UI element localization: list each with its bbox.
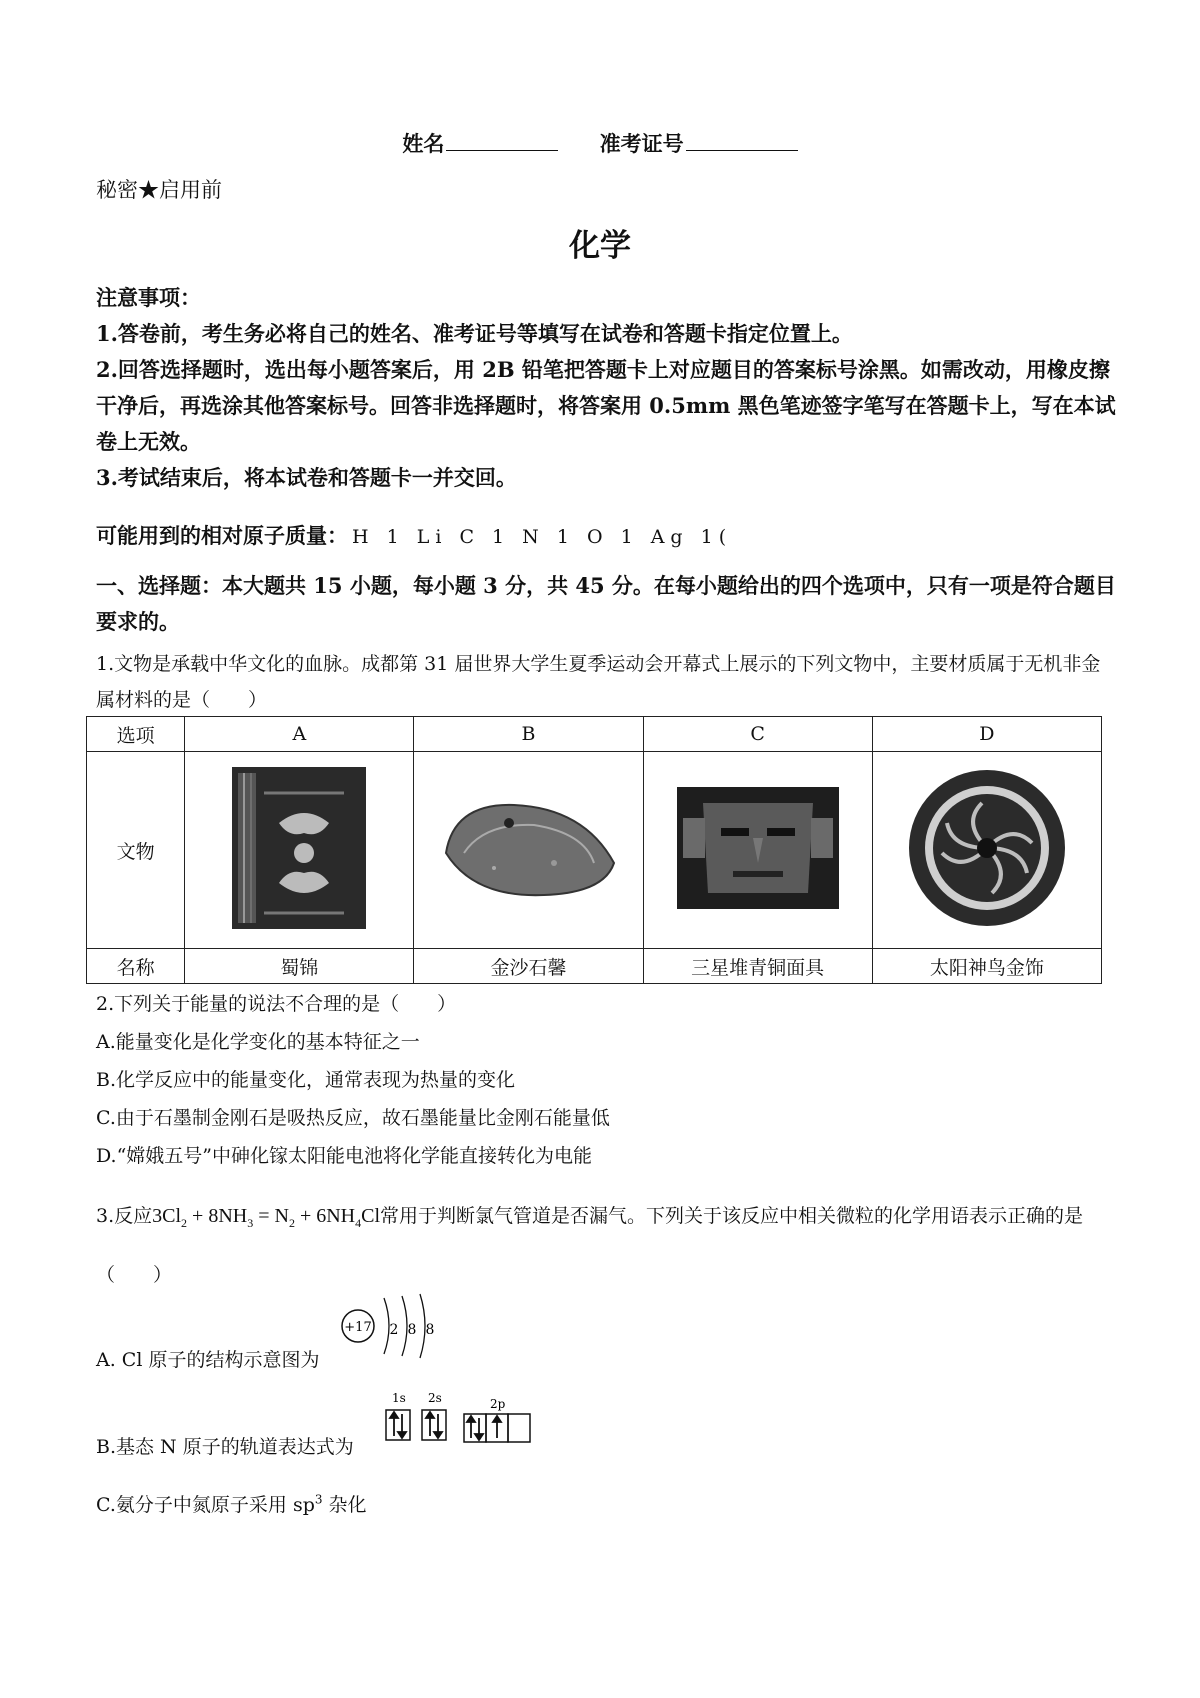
option-d: D.“嫦娥五号”中砷化镓太阳能电池将化学能直接转化为电能	[96, 1145, 593, 1167]
notes-block	[96, 280, 1116, 496]
cell-d	[872, 752, 1101, 949]
eq-sub: 3	[247, 1216, 254, 1230]
shell-electrons: 8	[425, 1322, 435, 1338]
atomic-masses-label: 可能用到的相对原子质量：	[96, 523, 348, 548]
atomic-masses-values: H 1 Li C 1 N 1 O 1 Ag 1(	[352, 526, 733, 548]
table-row	[87, 717, 1102, 752]
artifact-name: 蜀锦	[185, 949, 414, 984]
name-label: 姓名	[402, 131, 445, 156]
nucleus-charge: +17	[344, 1320, 372, 1335]
artifact-name: 太阳神鸟金饰	[872, 949, 1101, 984]
artifact-name: 三星堆青铜面具	[643, 949, 872, 984]
option-c: C.由于石墨制金刚石是吸热反应，故石墨能量比金刚石能量低	[96, 1107, 610, 1129]
row-label: 文物	[87, 752, 185, 949]
eq-sub: 4	[355, 1216, 362, 1230]
question-3-stem	[96, 1190, 1136, 1301]
orbital-diagram-icon	[380, 1388, 540, 1454]
secret-label: 秘密★启用前	[96, 178, 222, 202]
q3-suffix: 常用于判断氯气管道是否漏气。下列关于该反应中相关微粒的化学用语表示正确的是（ ）	[96, 1205, 1084, 1286]
note-item: 3.考试结束后，将本试卷和答题卡一并交回。	[96, 465, 517, 490]
eq-part: + 6NH	[294, 1205, 356, 1227]
option-header: D	[872, 717, 1101, 752]
q3-option-c	[96, 1490, 367, 1517]
eq-sub: 2	[288, 1216, 295, 1230]
atom-structure-diagram-icon	[340, 1290, 450, 1370]
candidate-info-line	[0, 128, 1200, 158]
exam-id-blank[interactable]	[686, 150, 798, 151]
q3-prefix: 3.反应	[96, 1205, 153, 1227]
orbital-label: 1s	[392, 1391, 406, 1405]
orbital-label: 2p	[490, 1397, 506, 1411]
q3-option-b: B.基态 N 原子的轨道表达式为	[96, 1436, 354, 1458]
optC-text: 杂化	[322, 1494, 367, 1516]
artifact-name: 金沙石馨	[414, 949, 643, 984]
notes-heading: 注意事项：	[96, 285, 201, 310]
shell-electrons: 8	[407, 1322, 417, 1338]
bronze-mask-image-icon	[673, 783, 843, 913]
stone-chime-image-icon	[434, 783, 624, 913]
cell-a	[185, 752, 414, 949]
reaction-equation	[152, 1205, 381, 1230]
page-title: 化学	[569, 228, 631, 264]
question-2-stem: 2.下列关于能量的说法不合理的是（ ）	[96, 993, 457, 1015]
table-row	[87, 949, 1102, 984]
shell-electrons: 2	[389, 1322, 399, 1338]
optC-sup: 3	[314, 1492, 323, 1507]
atomic-masses	[96, 520, 732, 550]
section-heading: 一、选择题：本大题共 15 小题，每小题 3 分，共 45 分。在每小题给出的四个选项中，只有一项是符合题目要求的。	[96, 573, 1116, 634]
orbital-label: 2s	[428, 1391, 442, 1405]
option-header: B	[414, 717, 643, 752]
row-label: 名称	[87, 949, 185, 984]
q3-option-a: A. Cl 原子的结构示意图为	[96, 1349, 320, 1371]
option-header: C	[643, 717, 872, 752]
note-item: 1.答卷前，考生务必将自己的姓名、准考证号等填写在试卷和答题卡指定位置上。	[96, 321, 853, 346]
eq-part: 3Cl	[152, 1205, 182, 1227]
table-row	[87, 752, 1102, 949]
brocade-image-icon	[224, 763, 374, 933]
golden-sunbird-image-icon	[902, 763, 1072, 933]
cell-c	[643, 752, 872, 949]
eq-part: Cl	[361, 1205, 381, 1227]
cell-b	[414, 752, 643, 949]
eq-part: + 8NH	[187, 1205, 248, 1227]
artifact-table	[86, 716, 1102, 984]
eq-part: = N	[253, 1205, 289, 1227]
name-blank[interactable]	[446, 150, 558, 151]
option-b: B.化学反应中的能量变化，通常表现为热量的变化	[96, 1069, 516, 1091]
row-label: 选项	[87, 717, 185, 752]
exam-id-label: 准考证号	[599, 131, 684, 156]
option-a: A.能量变化是化学变化的基本特征之一	[96, 1031, 420, 1053]
question-2	[96, 986, 1116, 1176]
note-item: 2.回答选择题时，选出每小题答案后，用 2B 铅笔把答题卡上对应题目的答案标号涂黑。如需改动，用橡皮擦干净后，再选涂其他答案标号。回答非选择题时，将答案用 0.5mm 黑色笔迹签字笔写在答题卡上，写在本试卷上无效。	[96, 357, 1116, 454]
eq-sub: 2	[181, 1216, 188, 1230]
optC-text: C.氨分子中氮原子采用 sp	[96, 1494, 315, 1516]
question-1-stem: 1.文物是承载中华文化的血脉。成都第 31 届世界大学生夏季运动会开幕式上展示的下列文物中，主要材质属于无机非金属材料的是（ ）	[96, 653, 1101, 711]
option-header: A	[185, 717, 414, 752]
